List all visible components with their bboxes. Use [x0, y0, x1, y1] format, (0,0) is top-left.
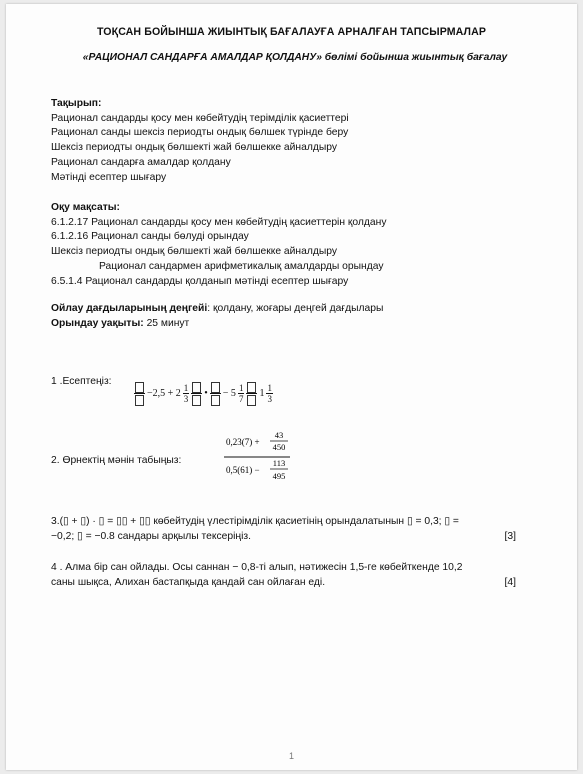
topic-heading: Тақырып:: [51, 98, 102, 109]
fraction: 1 3: [183, 383, 189, 405]
goal-item: Шексіз периодты ондық бөлшекті жай бөлшекке айналдыру: [51, 246, 337, 258]
bottom-fraction-den: 495: [272, 471, 286, 481]
goal-item: Рационал сандармен арифметикалық амалдарды орындау: [99, 260, 384, 272]
placeholder-fraction: [134, 382, 145, 406]
top-fraction-num: 43: [274, 430, 284, 440]
question-2-expression: [224, 430, 304, 488]
thinking-value: : қолдану, жоғары деңгей дағдылары: [207, 303, 384, 314]
fraction: 1 7: [238, 383, 244, 405]
question-4: [51, 560, 521, 590]
goals-heading: Оқу мақсаты:: [51, 202, 120, 213]
top-fraction-den: 450: [272, 442, 286, 452]
document-subtitle: «РАЦИОНАЛ САНДАРҒА АМАЛДАР ҚОЛДАНУ» бөлімі бойынша жиынтық бағалау: [82, 52, 508, 63]
goal-item: 6.5.1.4 Рационал сандарды қолданып мәтінді есептер шығару: [51, 275, 349, 287]
topic-item: Рационал сандарды қосу мен көбейтудің терімділік қасиеттері: [51, 112, 349, 124]
thinking-label: Ойлау дағдыларының деңгейі: [51, 303, 208, 314]
topic-item: Шексіз периодты ондық бөлшекті жай бөлшекке айналдыру: [51, 142, 337, 154]
expr-term: −2,5 + 2: [147, 388, 181, 400]
expr-term: 1: [259, 388, 265, 400]
topic-item: Мәтінді есептер шығару: [51, 171, 167, 183]
question-4-line-2: саны шықса, Алихан бастапқыда қандай сан ойлаған еді.: [51, 577, 326, 588]
question-4-line-1: 4 . Алма бір сан ойлады. Осы саннан − 0,8-ті алып, нәтижесін 1,5-ге көбейткенде 10,2: [51, 562, 463, 573]
fraction: 1 3: [267, 383, 272, 405]
question-4-mark: [4]: [504, 577, 516, 588]
bottom-term: 0,5(61) −: [226, 465, 260, 475]
time-value: 25 минут: [143, 317, 190, 329]
skills-section: [51, 302, 531, 331]
topic-item: Рационал сандарға амалдар қолдану: [51, 156, 231, 168]
placeholder-fraction: [191, 382, 202, 406]
top-term: 0,23(7) +: [226, 437, 260, 447]
topic-item: Рационал санды шексіз периодты ондық бөлшек түрінде беру: [51, 127, 349, 139]
question-3-line-2: −0,2; ▯ = −0.8 сандары арқылы тексеріңіз.: [51, 531, 251, 542]
multiply-dot: •: [204, 388, 208, 400]
goals-section: [51, 201, 531, 289]
placeholder-fraction: [210, 382, 221, 406]
document-title: ТОҚСАН БОЙЫНША ЖИЫНТЫҚ БАҒАЛАУҒА АРНАЛҒАН ТАПСЫРМАЛАР: [96, 26, 486, 38]
goal-item: 6.1.2.16 Рационал санды бөлуді орындау: [51, 231, 249, 243]
time-label: Орындау уақыты:: [51, 317, 144, 329]
question-2-label: 2. Өрнектің мәнін табыңыз:: [51, 455, 182, 466]
expr-term: − 5: [222, 388, 236, 400]
topic-section: [51, 97, 531, 185]
placeholder-fraction: [246, 382, 257, 406]
question-3-mark: [3]: [504, 531, 516, 542]
question-1-label: 1 .Есептеңіз:: [51, 376, 112, 387]
goal-item: 6.1.2.17 Рационал сандарды қосу мен көбейтудің қасиеттерін қолдану: [51, 216, 387, 228]
question-3-line-1: 3.(▯ + ▯) · ▯ = ▯▯ + ▯▯ көбейтудің үлестірімділік қасиетінің орындалатынын ▯ = 0,3; ▯ =: [51, 516, 459, 527]
bottom-fraction-num: 113: [272, 458, 286, 468]
page-number: 1: [288, 751, 294, 761]
question-3: [51, 514, 521, 544]
question-1-expression: [134, 382, 273, 406]
